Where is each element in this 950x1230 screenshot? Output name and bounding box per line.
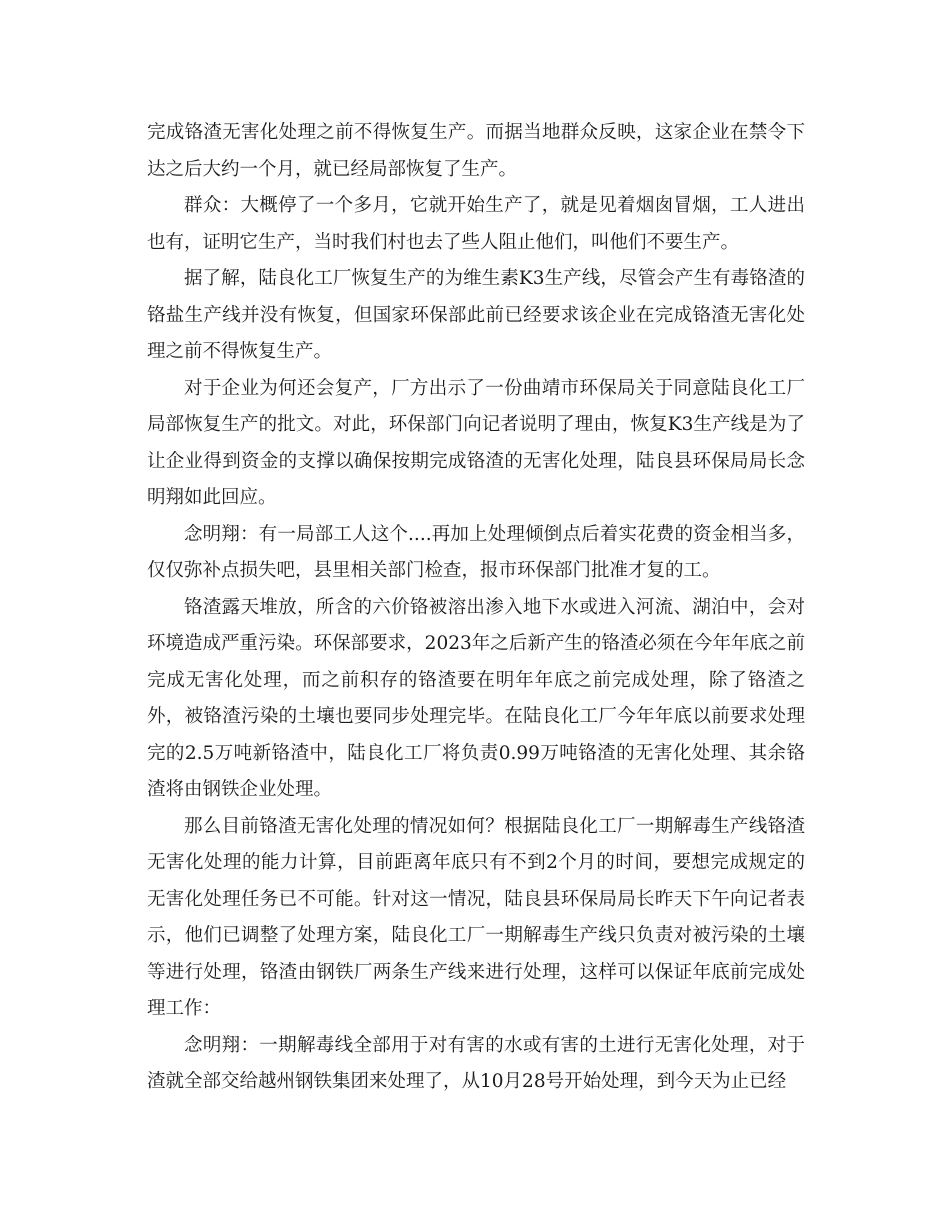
document-body [147,115,805,1101]
paragraph-treatment-status: 那么目前铬渣无害化处理的情况如何？根据陆良化工厂一期解毒生产线铬渣无害化处理的能力计算，目前距离年底只有不到2个月的时间，要想完成规定的无害化处理任务已不可能。针对这一情况，陆良县环保局局长昨天下午向记者表示，他们已调整了处理方案，陆良化工厂一期解毒生产线只负责对被污染的土壤等进行处理，铬渣由钢铁厂两条生产线来进行处理，这样可以保证年底前完成处理工作： [147,815,805,1019]
paragraph-official-quote-1: 念明翔：有一局部工人这个....再加上处理倾倒点后着实花费的资金相当多，仅仅弥补点损失吧，县里相关部门检查，报市环保部门批准才复的工。 [147,523,805,581]
paragraph-approval-document: 对于企业为何还会复产，厂方出示了一份曲靖市环保局关于同意陆良化工厂局部恢复生产的批文。对此，环保部门向记者说明了理由，恢复K3生产线是为了让企业得到资金的支撑以确保按期完成铬渣的无害化处理，陆良县环保局局长念明翔如此回应。 [147,377,805,508]
paragraph-villager-quote: 群众：大概停了一个多月，它就开始生产了，就是见着烟囱冒烟，工人进出也有，证明它生产，当时我们村也去了些人阻止他们，叫他们不要生产。 [147,195,805,253]
paragraph-pollution-requirements: 铬渣露天堆放，所含的六价铬被溶出渗入地下水或进入河流、湖泊中，会对环境造成严重污染。环保部要求，2023年之后新产生的铬渣必须在今年年底之前完成无害化处理，而之前积存的铬渣要在明年年底之前完成处理，除了铬渣之外，被铬渣污染的土壤也要同步处理完毕。在陆良化工厂今年年底以前要求处理完的2.5万吨新铬渣中，陆良化工厂将负责0.99万吨铬渣的无害化处理、其余铬渣将由钢铁企业处理。 [147,596,805,800]
paragraph-k3-line: 据了解，陆良化工厂恢复生产的为维生素K3生产线，尽管会产生有毒铬渣的铬盐生产线并没有恢复，但国家环保部此前已经要求该企业在完成铬渣无害化处理之前不得恢复生产。 [147,268,805,362]
paragraph-continuation: 完成铬渣无害化处理之前不得恢复生产。而据当地群众反映，这家企业在禁令下达之后大约一个月，就已经局部恢复了生产。 [147,122,805,180]
paragraph-official-quote-2: 念明翔：一期解毒线全部用于对有害的水或有害的土进行无害化处理，对于渣就全部交给越州钢铁集团来处理了，从10月28号开始处理，到今天为止已经 [147,1034,805,1092]
